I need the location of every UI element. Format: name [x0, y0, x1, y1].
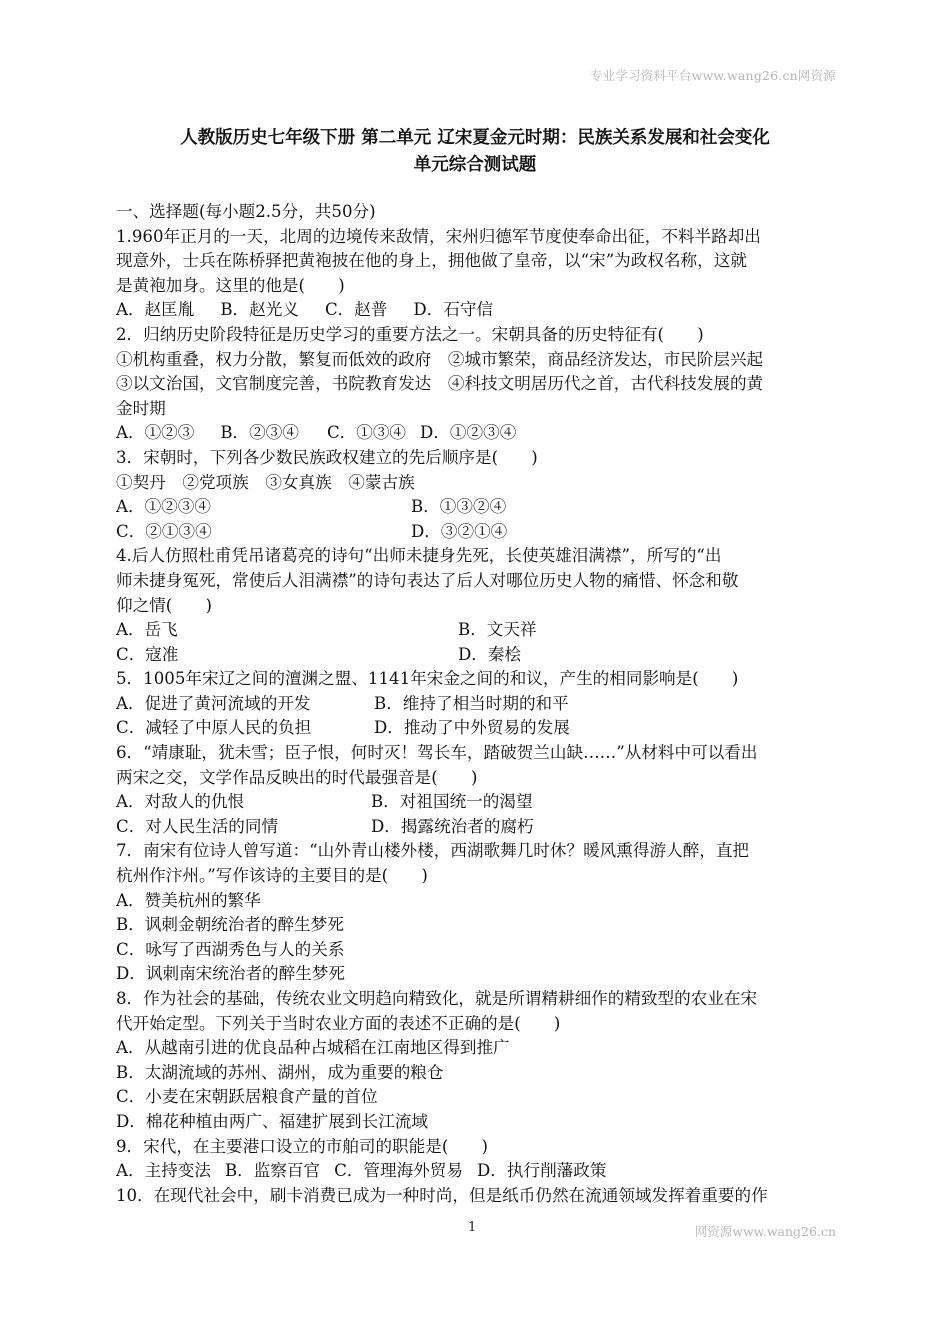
q9-option-d: D．执行削藩政策	[476, 1161, 607, 1181]
q9-option-a: A．主持变法	[116, 1161, 211, 1181]
page-number: 1	[468, 1220, 477, 1235]
q1-option-c: C．赵普	[324, 300, 388, 320]
question-7-line-1: 7．南宋有位诗人曾写道：“山外青山楼外楼，西湖歌舞几时休？暖风熏得游人醉，直把	[116, 841, 750, 861]
q6-option-a: A．对敌人的仇恨	[116, 792, 245, 812]
document-subtitle: 单元综合测试题	[413, 155, 537, 175]
q8-option-b: B．太湖流域的苏州、湖州，成为重要的粮仓	[116, 1062, 444, 1082]
question-2-line-2: ①机构重叠，权力分散，繁复而低效的政府 ②城市繁荣，商品经济发达，市民阶层兴起	[116, 349, 764, 369]
q6-option-c: C．对人民生活的同情	[116, 816, 279, 836]
q9-option-c: C．管理海外贸易	[334, 1161, 463, 1181]
header-watermark: 专业学习资料平台www.wang26.cn网资源	[589, 68, 836, 83]
question-3-line-2: ①契丹 ②党项族 ③女真族 ④蒙古族	[116, 472, 415, 492]
question-body	[116, 200, 841, 1208]
q2-option-c: C．①③④	[326, 423, 407, 443]
q7-option-a: A．赞美杭州的繁华	[116, 890, 261, 910]
q5-option-d: D．推动了中外贸易的发展	[374, 718, 570, 738]
question-9-line-1: 9．宋代，在主要港口设立的市舶司的职能是( )	[116, 1136, 488, 1156]
q1-option-b: B．赵光义	[220, 300, 299, 320]
question-1-line-3: 是黄袍加身。这里的他是( )	[116, 275, 345, 295]
question-1-line-1: 1.960年正月的一天，北周的边境传来敌情，宋州归德军节度使奉命出征，不料半路却出	[116, 226, 761, 246]
q1-option-d: D．石守信	[413, 300, 494, 320]
q4-option-a: A．岳飞	[116, 620, 178, 640]
question-2-options	[116, 421, 841, 446]
question-6-options-row-2	[116, 815, 841, 840]
question-6-line-2: 两宋之交，文学作品反映出的时代最强音是( )	[116, 767, 478, 787]
section-heading: 一、选择题(每小题2.5分，共50分)	[116, 202, 376, 221]
question-5-line-1: 5．1005年宋辽之间的澶渊之盟、1141年宋金之间的和议，产生的相同影响是( )	[116, 669, 739, 689]
q8-option-c: C．小麦在宋朝跃居粮食产量的首位	[116, 1087, 378, 1107]
question-6-line-1: 6．“靖康耻，犹未雪；臣子恨，何时灭！驾长车，踏破贺兰山缺……”从材料中可以看出	[116, 743, 758, 763]
question-3-line-1: 3．宋朝时，下列各少数民族政权建立的先后顺序是( )	[116, 447, 538, 467]
q5-option-b: B．维持了相当时期的和平	[374, 693, 569, 713]
q5-option-c: C．减轻了中原人民的负担	[116, 718, 312, 738]
question-1-line-2: 现意外，士兵在陈桥驿把黄袍披在他的身上，拥他做了皇帝，以“宋”为政权名称，这就	[116, 251, 747, 271]
question-8-line-2: 代开始定型。下列关于当时农业方面的表述不正确的是( )	[116, 1013, 561, 1033]
question-1-options	[116, 298, 841, 323]
question-9-options	[116, 1159, 841, 1184]
q3-option-a: A．①②③④	[116, 497, 211, 517]
q3-option-d: D．③②①④	[411, 521, 508, 541]
q3-option-c: C．②①③④	[116, 521, 212, 541]
question-4-line-3: 仰之情( )	[116, 595, 212, 615]
q6-option-b: B．对祖国统一的渴望	[371, 792, 533, 812]
q8-option-d: D．棉花种植由两广、福建扩展到长江流域	[116, 1111, 428, 1131]
q7-option-c: C．咏写了西湖秀色与人的关系	[116, 939, 345, 959]
q2-option-a: A．①②③	[116, 423, 195, 443]
q7-option-b: B．讽刺金朝统治者的醉生梦死	[116, 915, 344, 935]
question-2-line-1: 2．归纳历史阶段特征是历史学习的重要方法之一。宋朝具备的历史特征有( )	[116, 324, 704, 344]
question-7-line-2: 杭州作汴州。”写作该诗的主要目的是( )	[116, 866, 428, 886]
footer-watermark: 网资源www.wang26.cn	[694, 1224, 836, 1239]
question-4-line-1: 4.后人仿照杜甫凭吊诸葛亮的诗句“出师未捷身先死，长使英雄泪满襟”，所写的“出	[116, 546, 722, 566]
question-4-line-2: 师未捷身冤死，常使后人泪满襟”的诗句表达了后人对哪位历史人物的痛惜、怀念和敬	[116, 570, 739, 590]
q2-option-d: D．①②③④	[420, 423, 517, 443]
q5-option-a: A．促进了黄河流域的开发	[116, 693, 311, 713]
question-2-line-3: ③以文治国，文官制度完善，书院教育发达 ④科技文明居历代之首，古代科技发展的黄	[116, 374, 764, 394]
question-5-options-row-2	[116, 716, 841, 741]
q4-option-b: B．文天祥	[458, 620, 537, 640]
question-4-options-row-2	[116, 643, 841, 668]
q4-option-c: C．寇准	[116, 644, 179, 664]
question-4-options-row-1	[116, 618, 841, 643]
document-title: 人教版历史七年级下册 第二单元 辽宋夏金元时期：民族关系发展和社会变化	[180, 128, 770, 148]
question-6-options-row-1	[116, 790, 841, 815]
q3-option-b: B．①③②④	[411, 497, 507, 517]
question-3-options-row-1	[116, 495, 841, 520]
q2-option-b: B．②③④	[220, 423, 299, 443]
q7-option-d: D．讽刺南宋统治者的醉生梦死	[116, 964, 346, 984]
question-10-line-1: 10．在现代社会中，刷卡消费已成为一种时尚，但是纸币仍然在流通领域发挥着重要的作	[116, 1185, 768, 1205]
q9-option-b: B．监察百官	[224, 1161, 321, 1181]
question-5-options-row-1	[116, 692, 841, 717]
q8-option-a: A．从越南引进的优良品种占城稻在江南地区得到推广	[116, 1038, 510, 1058]
q6-option-d: D．揭露统治者的腐朽	[371, 816, 534, 836]
question-3-options-row-2	[116, 520, 841, 545]
question-2-line-4: 金时期	[116, 398, 166, 418]
q1-option-a: A．赵匡胤	[116, 300, 195, 320]
question-8-line-1: 8．作为社会的基础，传统农业文明趋向精致化，就是所谓精耕细作的精致型的农业在宋	[116, 989, 758, 1008]
q4-option-d: D．秦桧	[458, 644, 522, 664]
